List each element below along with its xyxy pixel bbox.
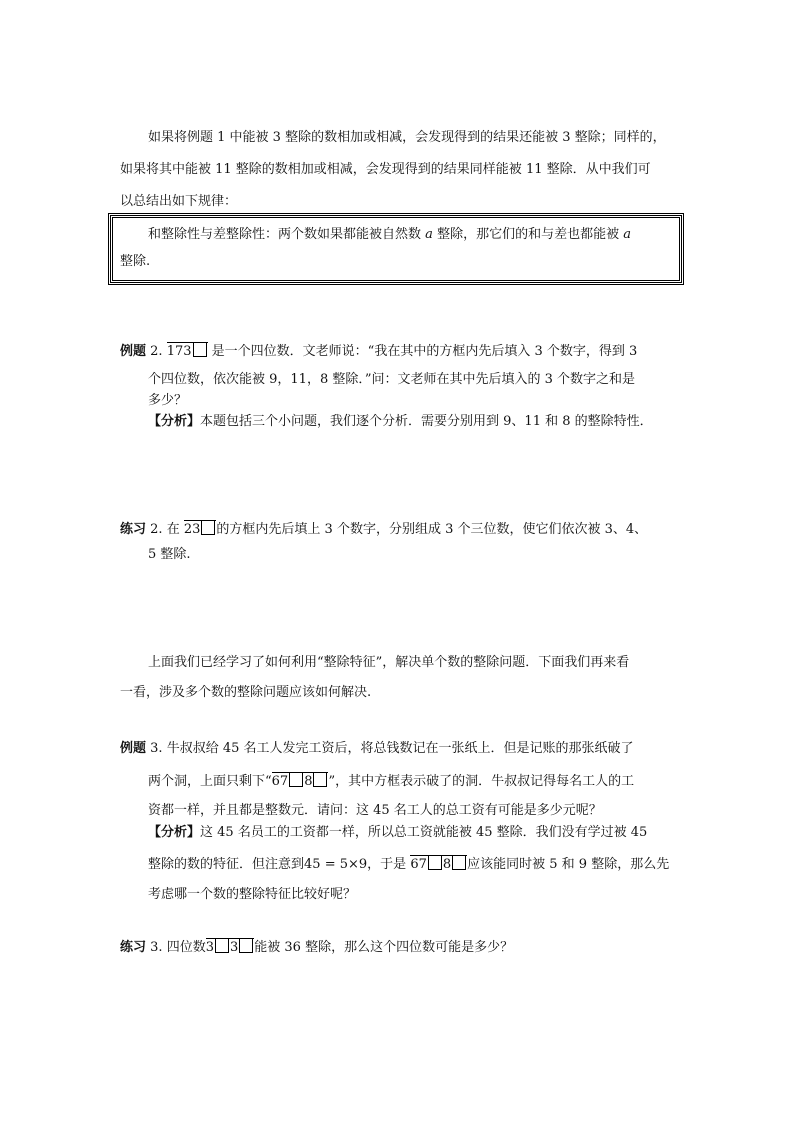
- practice3-label: 练习: [120, 940, 147, 955]
- example3-text-a: 两个洞，上面只剩下“: [148, 774, 272, 789]
- rule-variable-a-2: a: [623, 227, 631, 242]
- blank-box: [452, 855, 466, 870]
- example3-num-b-2: 8: [442, 857, 452, 872]
- blank-box: [193, 342, 207, 357]
- practice2-label: 练习: [120, 522, 147, 537]
- practice2-line-2: 5 整除.: [148, 547, 191, 562]
- practice3-line-1: [120, 938, 513, 957]
- example3-analysis-2: [148, 855, 669, 874]
- blank-box: [428, 855, 442, 870]
- transition-line-1: 上面我们已经学习了如何利用“整除特征”，解决单个数的整除问题．下面我们再来看: [148, 655, 630, 670]
- rule-text-b: 整除，那它们的和与差也都能被: [437, 227, 620, 242]
- example2-number: 2.: [150, 344, 163, 359]
- example3-analysis-3: 考虑哪一个数的整除特征比较好呢？: [148, 887, 357, 902]
- example3-line-1: [120, 740, 634, 758]
- blank-box: [313, 772, 327, 787]
- analysis-tag: 【分析】: [148, 825, 201, 840]
- intro-line-3: 以总结出如下规律：: [120, 194, 238, 209]
- example3-num-a: 67: [271, 774, 289, 789]
- blank-box: [239, 938, 253, 953]
- example3-analysis-text-1: 这 45 名员工的工资都一样，所以总工资就能被 45 整除．我们没有学过被 45: [200, 825, 648, 840]
- example3-overline-number-2: [410, 855, 467, 872]
- example3-text: 牛叔叔给 45 名工人发完工资后，将总钱数记在一张纸上．但是记账的那张纸破了: [166, 741, 634, 756]
- example3-analysis-text-2c: 应该能同时被 5 和 9 整除，那么先: [467, 857, 670, 872]
- practice3-text-a: 四位数: [166, 940, 206, 955]
- transition-line-2: 一看，涉及多个数的整除问题应该如何解决.: [120, 685, 372, 700]
- example3-formula: 45 = 5×9: [304, 857, 368, 872]
- practice2-overline-number: [184, 520, 217, 537]
- practice3-num-b: 3: [230, 940, 239, 955]
- example2-line-3: 多少？: [148, 393, 188, 408]
- intro-line-2: 如果将其中能被 11 整除的数相加或相减，会发现得到的结果同样能被 11 整除．从中我们可: [120, 162, 651, 177]
- example3-label: 例题: [120, 741, 147, 756]
- example3-number: 3.: [150, 741, 163, 756]
- practice3-overline-number: [206, 938, 255, 955]
- rule-line-1: [148, 226, 631, 244]
- example3-num-b: 8: [304, 774, 313, 789]
- blank-box: [201, 520, 215, 535]
- analysis-text: 本题包括三个小问题，我们逐个分析．需要分别用到 9、11 和 8 的整除特性．: [200, 414, 653, 429]
- example3-analysis-1: [148, 824, 647, 842]
- example2-line-2: 个四位数，依次能被 9，11，8 整除．”问：文老师在其中先后填入的 3 个数字之和是: [148, 372, 636, 387]
- example3-line-2: [148, 772, 634, 791]
- example3-analysis-text-2a: 整除的数的特征．但注意到: [148, 857, 305, 872]
- practice2-text-b: 的方框内先后填上 3 个数字，分别组成 3 个三位数，使它们依次被 3、4、: [216, 522, 648, 537]
- practice2-num-prefix: 23: [183, 522, 201, 537]
- rule-line-2: 整除.: [120, 254, 151, 269]
- practice2-number: 2.: [150, 522, 163, 537]
- practice3-num-a: 3: [205, 940, 214, 955]
- example2-line-1: [120, 342, 637, 361]
- analysis-tag: 【分析】: [148, 414, 201, 429]
- example2-num-prefix: 173: [166, 344, 192, 359]
- example2-line1-rest: 是一个四位数．文老师说：“我在其中的方框内先后填入 3 个数字，得到 3: [211, 344, 638, 359]
- intro-line-1: 如果将例题 1 中能被 3 整除的数相加或相减，会发现得到的结果还能被 3 整除；同样的，: [148, 130, 666, 145]
- practice3-text-b: 能被 36 整除，那么这个四位数可能是多少？: [254, 940, 514, 955]
- practice3-number: 3.: [150, 940, 163, 955]
- example3-analysis-text-2b: ，于是: [367, 857, 407, 872]
- example3-overline-number: [272, 772, 329, 789]
- blank-box: [289, 772, 303, 787]
- rule-text-a: 和整除性与差整除性：两个数如果都能被自然数: [148, 227, 422, 242]
- example2-label: 例题: [120, 344, 147, 359]
- practice2-line-1: [120, 520, 647, 539]
- rule-variable-a: a: [425, 227, 433, 242]
- example3-num-a-2: 67: [410, 857, 427, 872]
- example2-analysis: [148, 413, 653, 431]
- example2-overline-number: [167, 342, 208, 359]
- practice2-text-a: 在: [166, 522, 180, 537]
- example3-line-3: 资都一样，并且都是整数元．请问：这 45 名工人的总工资有可能是多少元呢？: [148, 803, 602, 818]
- example3-text-b: ”，其中方框表示破了的洞．牛叔叔记得每名工人的工: [328, 774, 635, 789]
- blank-box: [215, 938, 229, 953]
